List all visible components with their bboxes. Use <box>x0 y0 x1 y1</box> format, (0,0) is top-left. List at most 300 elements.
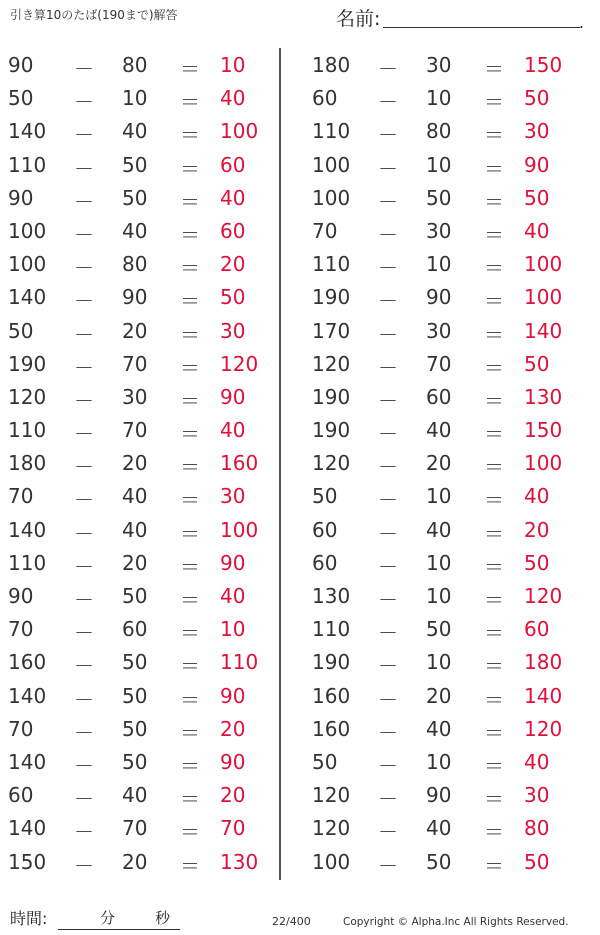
seconds-label: 秒 <box>155 909 171 927</box>
column-divider <box>279 48 281 880</box>
problem-row <box>8 646 283 679</box>
subtrahend: 90 <box>122 285 148 310</box>
equals-sign: ＝ <box>180 455 200 480</box>
problem-row <box>312 281 587 314</box>
equals-sign: ＝ <box>180 322 200 347</box>
problem-row <box>8 779 283 812</box>
minus-sign: － <box>378 322 398 347</box>
equals-sign: ＝ <box>484 521 504 546</box>
equals-sign: ＝ <box>484 853 504 878</box>
answer: 130 <box>524 384 563 409</box>
minus-sign: － <box>378 488 398 513</box>
equals-sign: ＝ <box>180 753 200 778</box>
subtrahend: 10 <box>426 252 452 277</box>
problem-row <box>8 115 283 148</box>
answer: 140 <box>524 318 563 343</box>
name-field-area <box>336 4 586 34</box>
problem-row <box>8 315 283 348</box>
minuend: 110 <box>312 252 351 277</box>
subtrahend: 20 <box>122 451 148 476</box>
answer: 100 <box>524 451 563 476</box>
minuend: 140 <box>8 816 47 841</box>
equals-sign: ＝ <box>484 90 504 115</box>
minuend: 120 <box>312 816 351 841</box>
minuend: 90 <box>8 584 34 608</box>
minus-sign: － <box>74 322 94 347</box>
page-number: 22/400 <box>272 915 311 928</box>
problem-row <box>312 480 587 513</box>
minus-sign: － <box>74 289 94 314</box>
minus-sign: － <box>378 654 398 679</box>
answer: 100 <box>524 285 563 310</box>
subtrahend: 80 <box>122 53 148 77</box>
equals-sign: ＝ <box>484 753 504 778</box>
answer: 90 <box>220 550 246 575</box>
problem-row <box>8 680 283 713</box>
subtrahend: 50 <box>426 849 452 874</box>
subtrahend: 50 <box>122 584 148 608</box>
problem-row <box>312 746 587 779</box>
problem-row <box>8 281 283 314</box>
minuend: 100 <box>312 185 351 210</box>
answer: 30 <box>524 783 550 808</box>
subtrahend: 10 <box>426 584 452 608</box>
equals-sign: ＝ <box>180 853 200 878</box>
minuend: 150 <box>8 849 47 874</box>
minus-sign: － <box>74 621 94 646</box>
problem-row <box>312 149 587 182</box>
answer: 40 <box>524 218 550 243</box>
answer: 50 <box>524 185 550 210</box>
minus-sign: － <box>74 123 94 148</box>
minus-sign: － <box>378 256 398 281</box>
minuend: 60 <box>312 517 338 542</box>
answer: 150 <box>524 418 563 443</box>
problem-row <box>312 779 587 812</box>
subtrahend: 40 <box>122 783 148 808</box>
answer: 160 <box>220 451 259 476</box>
answer: 50 <box>524 550 550 575</box>
problem-row <box>8 381 283 414</box>
minus-sign: － <box>74 687 94 712</box>
answer: 90 <box>220 749 246 774</box>
minus-sign: － <box>378 853 398 878</box>
minus-sign: － <box>378 787 398 812</box>
equals-sign: ＝ <box>484 123 504 148</box>
minus-sign: － <box>74 90 94 115</box>
answer: 70 <box>220 816 246 841</box>
equals-sign: ＝ <box>484 289 504 314</box>
problem-row <box>8 348 283 381</box>
subtrahend: 10 <box>122 86 148 111</box>
subtrahend: 70 <box>426 351 452 376</box>
problem-row <box>8 215 283 248</box>
subtrahend: 40 <box>426 816 452 841</box>
time-field-area <box>10 906 180 932</box>
subtrahend: 30 <box>122 384 148 409</box>
subtrahend: 50 <box>122 152 148 177</box>
answer: 40 <box>524 484 550 509</box>
problem-row <box>312 82 587 115</box>
minuend: 170 <box>312 318 351 343</box>
minuend: 70 <box>312 218 338 243</box>
minuend: 190 <box>8 351 47 376</box>
answer: 30 <box>220 318 246 343</box>
minus-sign: － <box>378 820 398 845</box>
subtrahend: 50 <box>426 617 452 642</box>
minuend: 160 <box>8 650 47 675</box>
equals-sign: ＝ <box>484 488 504 513</box>
minuend: 120 <box>312 451 351 476</box>
equals-sign: ＝ <box>180 654 200 679</box>
problem-row <box>8 547 283 580</box>
subtrahend: 70 <box>122 816 148 841</box>
problem-row <box>8 580 283 613</box>
subtrahend: 30 <box>426 318 452 343</box>
equals-sign: ＝ <box>484 189 504 214</box>
minus-sign: － <box>378 621 398 646</box>
answer: 60 <box>220 152 246 177</box>
minuend: 70 <box>8 617 34 642</box>
answer: 20 <box>220 783 246 808</box>
minus-sign: － <box>74 588 94 612</box>
minuend: 50 <box>312 484 338 509</box>
answer: 110 <box>220 650 259 675</box>
subtrahend: 10 <box>426 152 452 177</box>
answer: 120 <box>524 584 563 608</box>
equals-sign: ＝ <box>484 222 504 247</box>
answer: 120 <box>524 716 563 741</box>
answer: 150 <box>524 53 563 77</box>
minus-sign: － <box>74 189 94 214</box>
problem-row <box>312 248 587 281</box>
minuend: 190 <box>312 384 351 409</box>
subtrahend: 20 <box>426 451 452 476</box>
answer: 40 <box>220 418 246 443</box>
minuend: 160 <box>312 683 351 708</box>
answer: 90 <box>220 384 246 409</box>
name-end-dot: . <box>578 13 584 32</box>
minuend: 90 <box>8 53 34 77</box>
equals-sign: ＝ <box>484 256 504 281</box>
subtrahend: 30 <box>426 53 452 77</box>
minus-sign: － <box>378 455 398 480</box>
problem-row <box>312 580 587 613</box>
minus-sign: － <box>74 488 94 513</box>
minus-sign: － <box>378 57 398 81</box>
minus-sign: － <box>74 222 94 247</box>
subtrahend: 60 <box>426 384 452 409</box>
minus-sign: － <box>74 256 94 281</box>
equals-sign: ＝ <box>484 322 504 347</box>
minus-sign: － <box>378 588 398 612</box>
answer: 140 <box>524 683 563 708</box>
equals-sign: ＝ <box>180 687 200 712</box>
minus-sign: － <box>74 820 94 845</box>
minuend: 140 <box>8 285 47 310</box>
minuend: 110 <box>8 152 47 177</box>
minuend: 130 <box>312 584 351 608</box>
minuend: 100 <box>8 218 47 243</box>
equals-sign: ＝ <box>180 388 200 413</box>
subtrahend: 90 <box>426 783 452 808</box>
equals-sign: ＝ <box>484 687 504 712</box>
minus-sign: － <box>74 853 94 878</box>
minus-sign: － <box>378 554 398 579</box>
minuend: 120 <box>312 783 351 808</box>
answer: 50 <box>524 86 550 111</box>
minuend: 120 <box>312 351 351 376</box>
equals-sign: ＝ <box>180 123 200 148</box>
subtrahend: 50 <box>122 749 148 774</box>
equals-sign: ＝ <box>484 720 504 745</box>
subtrahend: 50 <box>122 650 148 675</box>
answer: 40 <box>524 749 550 774</box>
subtrahend: 40 <box>426 418 452 443</box>
problem-row <box>312 547 587 580</box>
minuend: 120 <box>8 384 47 409</box>
answer: 120 <box>220 351 259 376</box>
subtrahend: 20 <box>426 683 452 708</box>
minuend: 160 <box>312 716 351 741</box>
equals-sign: ＝ <box>180 189 200 214</box>
problem-row <box>312 447 587 480</box>
subtrahend: 30 <box>426 218 452 243</box>
minuend: 50 <box>312 749 338 774</box>
problem-row <box>312 713 587 746</box>
answer: 10 <box>220 53 246 77</box>
minuend: 190 <box>312 418 351 443</box>
equals-sign: ＝ <box>484 787 504 812</box>
minuend: 190 <box>312 285 351 310</box>
subtrahend: 10 <box>426 550 452 575</box>
minus-sign: － <box>74 554 94 579</box>
minus-sign: － <box>378 90 398 115</box>
answer: 100 <box>220 517 259 542</box>
minuend: 140 <box>8 749 47 774</box>
answer: 60 <box>524 617 550 642</box>
minuend: 100 <box>312 152 351 177</box>
answer: 30 <box>220 484 246 509</box>
minuend: 100 <box>8 252 47 277</box>
answer: 30 <box>524 119 550 144</box>
equals-sign: ＝ <box>180 355 200 380</box>
minuend: 180 <box>8 451 47 476</box>
subtrahend: 20 <box>122 318 148 343</box>
minus-sign: － <box>74 156 94 181</box>
minuend: 50 <box>8 318 34 343</box>
problem-row <box>312 414 587 447</box>
answer: 100 <box>220 119 259 144</box>
minus-sign: － <box>74 787 94 812</box>
problem-row <box>312 381 587 414</box>
time-label: 時間: <box>10 909 48 928</box>
subtrahend: 40 <box>122 517 148 542</box>
answer: 100 <box>524 252 563 277</box>
minuend: 70 <box>8 716 34 741</box>
minus-sign: － <box>378 222 398 247</box>
answer: 50 <box>524 351 550 376</box>
problem-row <box>312 115 587 148</box>
minuend: 110 <box>312 119 351 144</box>
problem-row <box>8 480 283 513</box>
equals-sign: ＝ <box>484 422 504 447</box>
equals-sign: ＝ <box>180 256 200 281</box>
name-label: 名前: <box>336 8 381 30</box>
answer: 180 <box>524 650 563 675</box>
minuend: 110 <box>312 617 351 642</box>
answer: 60 <box>220 218 246 243</box>
equals-sign: ＝ <box>484 388 504 413</box>
problem-row <box>312 514 587 547</box>
equals-sign: ＝ <box>180 488 200 513</box>
problem-row <box>8 746 283 779</box>
right-problem-column <box>312 49 587 879</box>
minus-sign: － <box>378 123 398 148</box>
minutes-label: 分 <box>100 909 116 927</box>
minuend: 50 <box>8 86 34 111</box>
answer: 80 <box>524 816 550 841</box>
subtrahend: 50 <box>426 185 452 210</box>
equals-sign: ＝ <box>180 720 200 745</box>
time-write-line <box>58 929 180 930</box>
left-problem-column <box>8 49 283 879</box>
minus-sign: － <box>74 720 94 745</box>
subtrahend: 50 <box>122 683 148 708</box>
problem-row <box>312 646 587 679</box>
subtrahend: 40 <box>122 218 148 243</box>
equals-sign: ＝ <box>180 57 200 81</box>
minus-sign: － <box>74 355 94 380</box>
answer: 50 <box>524 849 550 874</box>
problem-row <box>312 315 587 348</box>
minuend: 90 <box>8 185 34 210</box>
equals-sign: ＝ <box>180 554 200 579</box>
problem-row <box>8 82 283 115</box>
answer: 40 <box>220 584 246 608</box>
answer: 10 <box>220 617 246 642</box>
equals-sign: ＝ <box>180 621 200 646</box>
subtrahend: 70 <box>122 351 148 376</box>
answer: 90 <box>220 683 246 708</box>
subtrahend: 10 <box>426 650 452 675</box>
minus-sign: － <box>378 687 398 712</box>
problem-row <box>312 49 587 82</box>
problem-row <box>8 846 283 879</box>
minuend: 70 <box>8 484 34 509</box>
minus-sign: － <box>74 388 94 413</box>
answer: 20 <box>524 517 550 542</box>
equals-sign: ＝ <box>484 156 504 181</box>
minus-sign: － <box>74 455 94 480</box>
problem-row <box>312 613 587 646</box>
problem-row <box>8 182 283 215</box>
equals-sign: ＝ <box>180 90 200 115</box>
problem-row <box>8 248 283 281</box>
equals-sign: ＝ <box>484 820 504 845</box>
equals-sign: ＝ <box>180 787 200 812</box>
minus-sign: － <box>378 156 398 181</box>
subtrahend: 10 <box>426 484 452 509</box>
answer: 20 <box>220 716 246 741</box>
problem-row <box>8 812 283 845</box>
problem-row <box>8 49 283 82</box>
minuend: 140 <box>8 119 47 144</box>
minuend: 100 <box>312 849 351 874</box>
subtrahend: 40 <box>426 517 452 542</box>
problem-row <box>8 149 283 182</box>
problem-row <box>312 812 587 845</box>
subtrahend: 20 <box>122 849 148 874</box>
equals-sign: ＝ <box>484 355 504 380</box>
subtrahend: 40 <box>122 484 148 509</box>
subtrahend: 10 <box>426 749 452 774</box>
equals-sign: ＝ <box>484 554 504 579</box>
minuend: 60 <box>8 783 34 808</box>
minus-sign: － <box>378 521 398 546</box>
minus-sign: － <box>378 720 398 745</box>
subtrahend: 60 <box>122 617 148 642</box>
minuend: 110 <box>8 418 47 443</box>
problem-row <box>312 680 587 713</box>
equals-sign: ＝ <box>180 521 200 546</box>
minus-sign: － <box>74 654 94 679</box>
minus-sign: － <box>74 57 94 81</box>
minus-sign: － <box>74 521 94 546</box>
copyright-notice: Copyright © Alpha.Inc All Rights Reserved. <box>343 916 569 928</box>
subtrahend: 40 <box>122 119 148 144</box>
subtrahend: 20 <box>122 550 148 575</box>
answer: 40 <box>220 86 246 111</box>
problem-row <box>312 215 587 248</box>
minus-sign: － <box>378 355 398 380</box>
minus-sign: － <box>378 189 398 214</box>
minuend: 60 <box>312 86 338 111</box>
minuend: 60 <box>312 550 338 575</box>
equals-sign: ＝ <box>484 621 504 646</box>
minus-sign: － <box>378 388 398 413</box>
problem-row <box>312 348 587 381</box>
minus-sign: － <box>378 289 398 314</box>
subtrahend: 40 <box>426 716 452 741</box>
subtrahend: 80 <box>426 119 452 144</box>
answer: 20 <box>220 252 246 277</box>
name-write-line <box>383 27 580 28</box>
subtrahend: 50 <box>122 185 148 210</box>
minus-sign: － <box>74 753 94 778</box>
subtrahend: 80 <box>122 252 148 277</box>
minuend: 140 <box>8 683 47 708</box>
problem-row <box>312 182 587 215</box>
subtrahend: 90 <box>426 285 452 310</box>
answer: 40 <box>220 185 246 210</box>
minuend: 180 <box>312 53 351 77</box>
minus-sign: － <box>378 753 398 778</box>
equals-sign: ＝ <box>484 455 504 480</box>
equals-sign: ＝ <box>180 156 200 181</box>
worksheet-title: 引き算10のたば(190まで)解答 <box>10 8 178 22</box>
problem-row <box>8 447 283 480</box>
answer: 50 <box>220 285 246 310</box>
subtrahend: 50 <box>122 716 148 741</box>
answer: 90 <box>524 152 550 177</box>
equals-sign: ＝ <box>180 820 200 845</box>
minus-sign: － <box>74 422 94 447</box>
problem-row <box>8 713 283 746</box>
subtrahend: 70 <box>122 418 148 443</box>
problem-row <box>8 414 283 447</box>
equals-sign: ＝ <box>484 654 504 679</box>
